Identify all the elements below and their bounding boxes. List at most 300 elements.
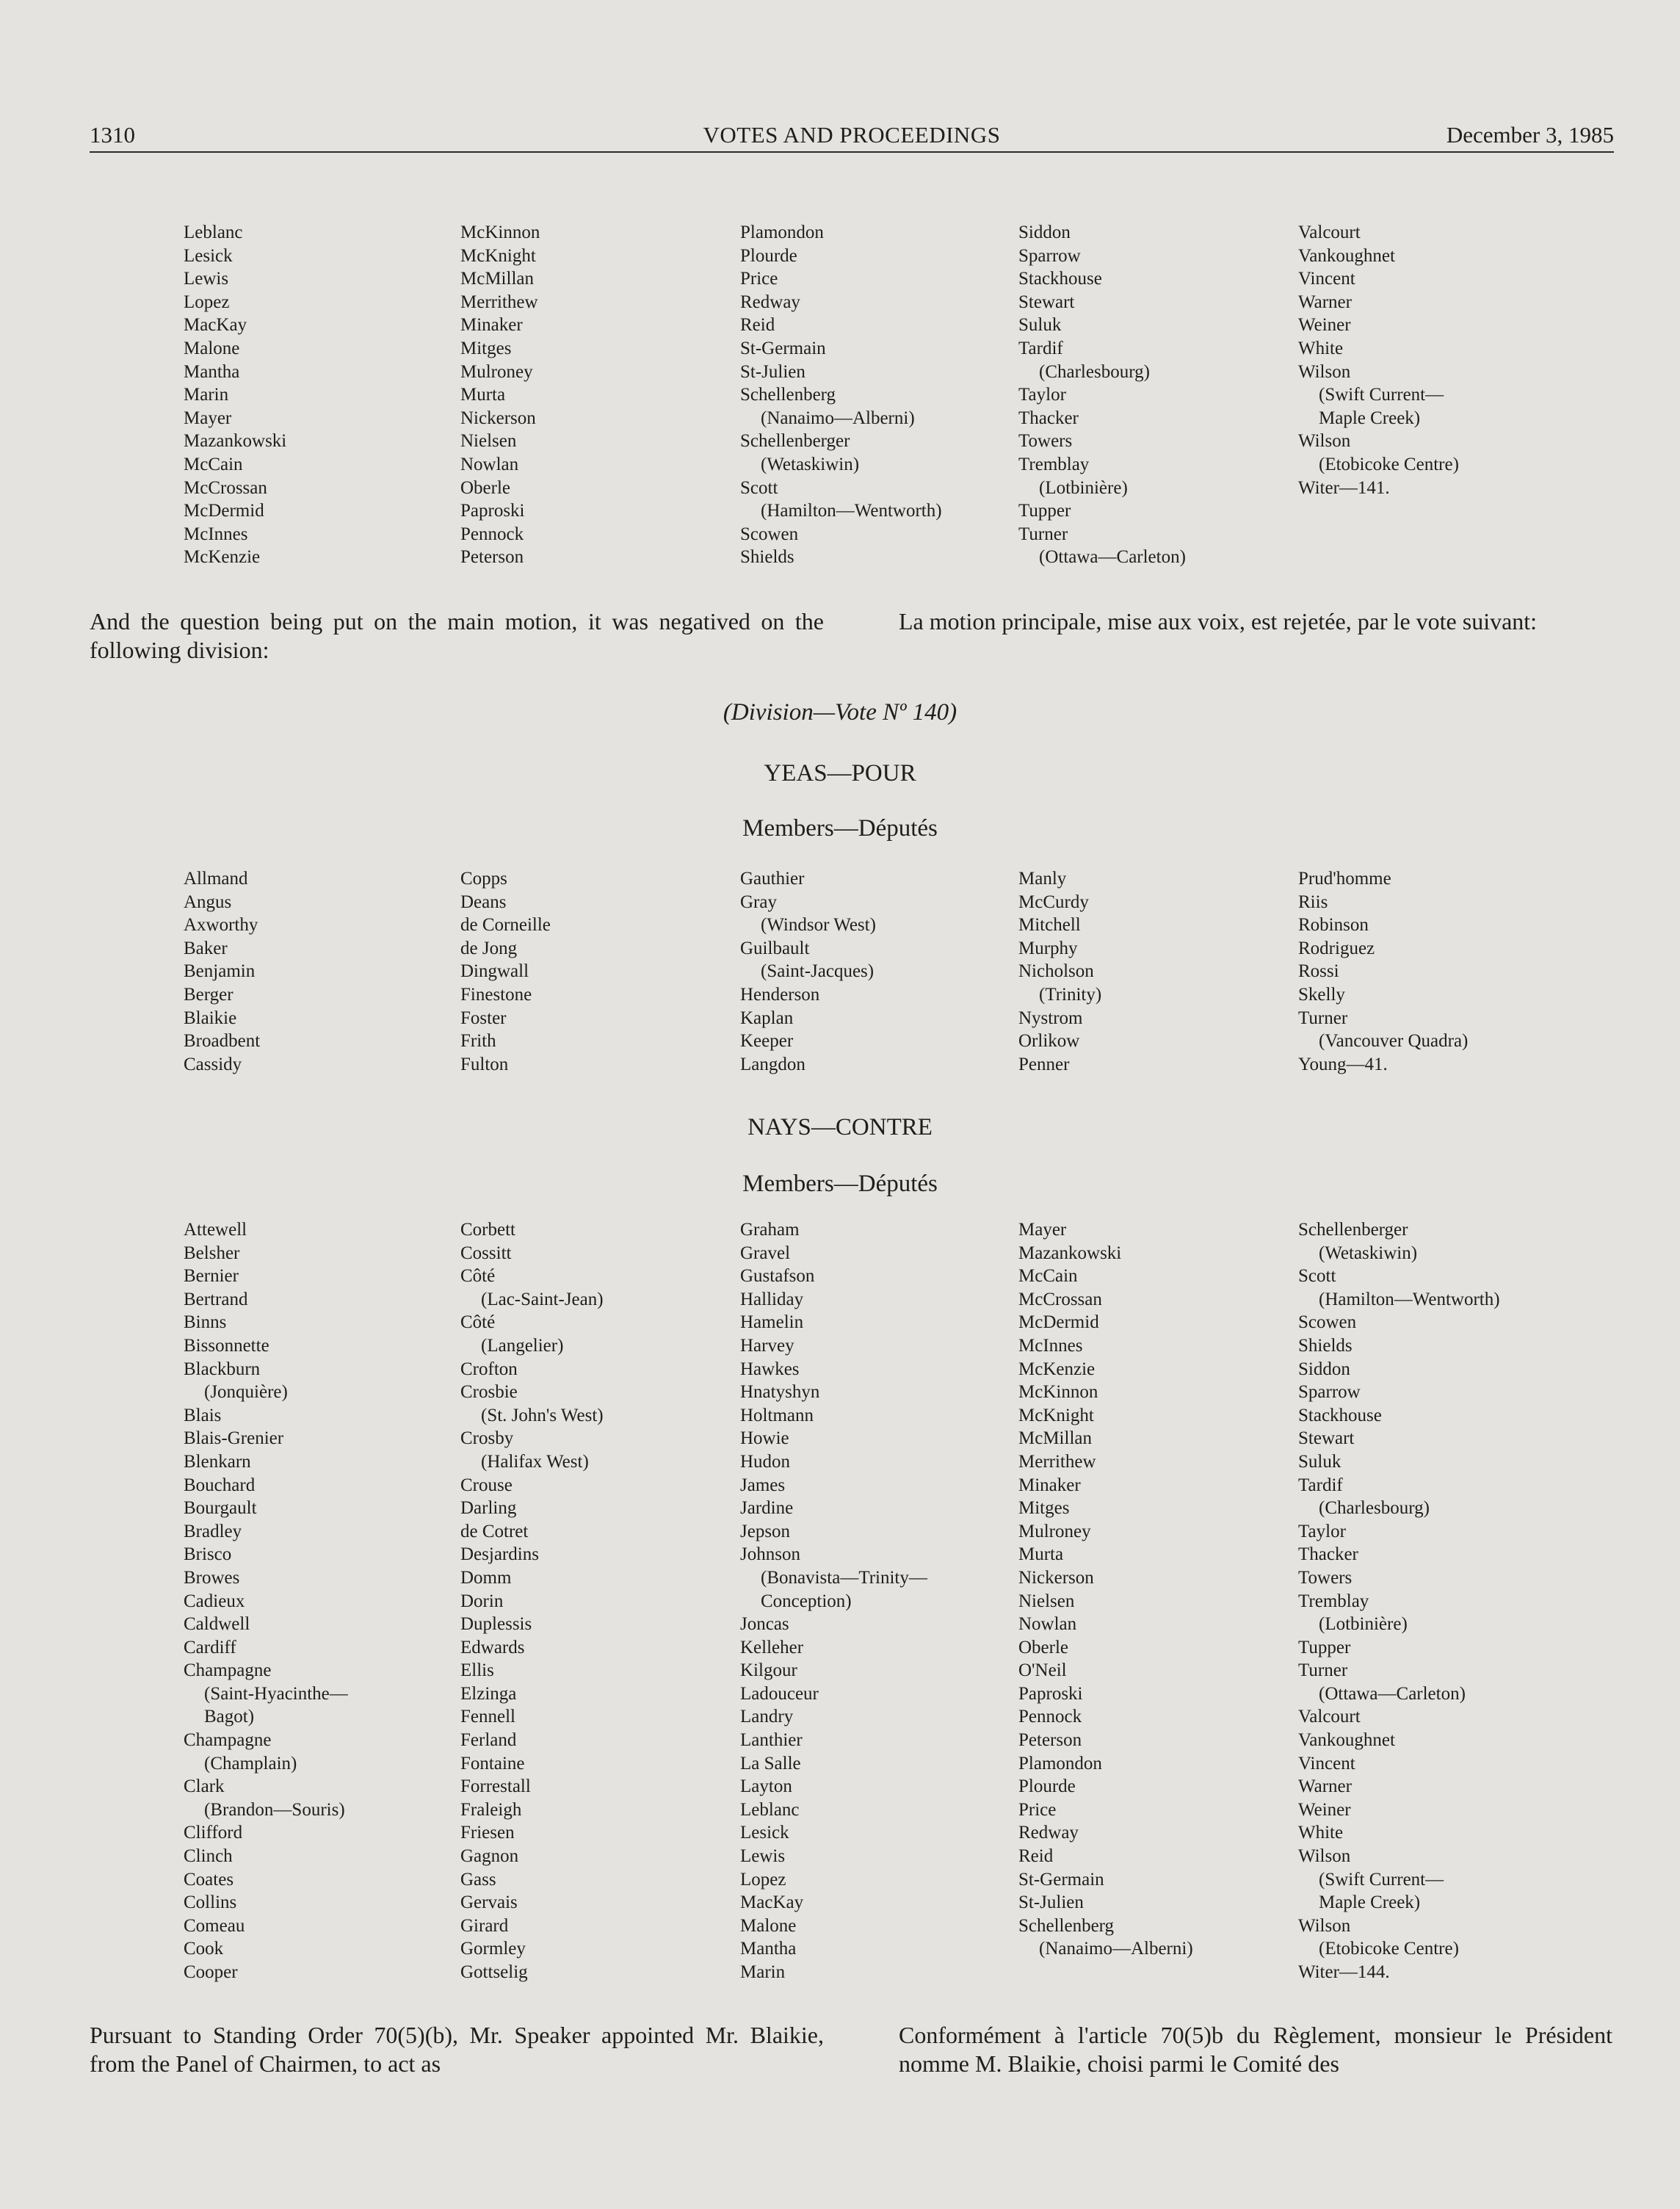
member-name: Mayer xyxy=(1018,1220,1067,1240)
member-name: Warner xyxy=(1298,292,1352,312)
member-name: Tupper xyxy=(1298,1637,1351,1657)
member-name: Fraleigh xyxy=(460,1799,522,1820)
member-name: Schellenberger xyxy=(740,431,850,452)
member-name: Clinch xyxy=(184,1846,233,1867)
member-name: (Lotbinière) xyxy=(1039,477,1128,498)
top-column-2 xyxy=(460,221,540,569)
member-name: Turner xyxy=(1018,524,1068,544)
member-name: Scott xyxy=(740,477,778,498)
member-name: Scott xyxy=(1298,1266,1336,1287)
member-name: Gagnon xyxy=(460,1846,519,1867)
member-name: Bouchard xyxy=(184,1475,256,1495)
member-name: Mitges xyxy=(460,338,512,358)
member-name: Crofton xyxy=(460,1359,518,1379)
member-name: Gormley xyxy=(460,1939,526,1959)
member-name: McCain xyxy=(1018,1266,1078,1287)
member-name: Cassidy xyxy=(184,1054,242,1074)
member-name: Witer—144. xyxy=(1298,1962,1390,1982)
member-name: Angus xyxy=(184,892,232,912)
member-name: Kilgour xyxy=(740,1660,797,1681)
member-name: Nickerson xyxy=(1018,1567,1094,1588)
member-name: (Wetaskiwin) xyxy=(761,454,860,474)
member-name: La Salle xyxy=(740,1753,801,1774)
member-name: (Saint-Jacques) xyxy=(761,961,875,982)
member-name: McKenzie xyxy=(1018,1359,1096,1379)
member-name: Stewart xyxy=(1298,1428,1355,1449)
member-name: Cadieux xyxy=(184,1591,245,1611)
member-name: Guilbault xyxy=(740,938,810,958)
member-name: Taylor xyxy=(1298,1521,1346,1541)
member-name: Belsher xyxy=(184,1243,240,1263)
member-name: Allmand xyxy=(184,869,248,889)
member-name: Tremblay xyxy=(1018,454,1090,474)
member-name: Blackburn xyxy=(184,1359,261,1379)
member-name: Gauthier xyxy=(740,869,805,889)
member-name: Mantha xyxy=(740,1939,797,1959)
member-name: (St. John's West) xyxy=(481,1405,604,1425)
member-name: Towers xyxy=(1018,431,1073,452)
member-name: Siddon xyxy=(1018,223,1071,242)
main-motion-text-en: And the question being put on the main motion, it was negatived on the following division: xyxy=(90,608,824,663)
member-name: Towers xyxy=(1298,1567,1353,1588)
yeas-column-4 xyxy=(1018,867,1101,1076)
member-name: McDermid xyxy=(184,501,264,521)
member-name: Kelleher xyxy=(740,1637,804,1657)
member-name: Hamelin xyxy=(740,1312,804,1333)
member-name: (Nanaimo—Alberni) xyxy=(1039,1939,1193,1959)
member-name: Plourde xyxy=(740,245,797,266)
member-name: Suluk xyxy=(1298,1451,1342,1472)
member-name: MacKay xyxy=(740,1892,804,1913)
member-name: Schellenberger xyxy=(1298,1220,1408,1240)
member-name: Mayer xyxy=(184,408,232,428)
member-name: (Halifax West) xyxy=(481,1451,589,1472)
member-name: (Hamilton—Wentworth) xyxy=(1319,1289,1500,1309)
member-name: Nickerson xyxy=(460,408,536,428)
nays-members-heading: Members—Députés xyxy=(742,1171,938,1197)
member-name: (Swift Current— xyxy=(1319,1869,1444,1890)
member-name: Witer—141. xyxy=(1298,477,1390,498)
member-name: Joncas xyxy=(740,1614,789,1635)
yeas-members-heading: Members—Députés xyxy=(742,815,938,842)
member-name: Halliday xyxy=(740,1289,804,1309)
member-name: Reid xyxy=(740,315,775,336)
top-column-4 xyxy=(1018,221,1186,569)
member-name: Mulroney xyxy=(1018,1521,1091,1541)
member-name: Warner xyxy=(1298,1776,1352,1797)
member-name: (Etobicoke Centre) xyxy=(1319,1939,1459,1959)
member-name: de Cotret xyxy=(460,1521,529,1541)
member-name: McKinnon xyxy=(1018,1382,1098,1403)
member-name: Comeau xyxy=(184,1915,245,1936)
member-name: O'Neil xyxy=(1018,1660,1067,1681)
member-name: James xyxy=(740,1475,786,1495)
member-name: (Ottawa—Carleton) xyxy=(1039,547,1186,568)
member-name: Wilson xyxy=(1298,1846,1351,1867)
member-name: Deans xyxy=(460,892,507,912)
member-name: Redway xyxy=(1018,1823,1079,1843)
member-name: Nicholson xyxy=(1018,961,1094,982)
member-name: Caldwell xyxy=(184,1614,250,1635)
member-name: Fontaine xyxy=(460,1753,525,1774)
member-name: Fulton xyxy=(460,1054,509,1074)
member-name: Corbett xyxy=(460,1220,515,1240)
member-name: Young—41. xyxy=(1298,1054,1388,1074)
member-name: Weiner xyxy=(1298,315,1351,336)
member-name: Plamondon xyxy=(1018,1753,1102,1774)
member-name: Price xyxy=(1018,1799,1057,1820)
member-name: Duplessis xyxy=(460,1614,532,1635)
yeas-column-5 xyxy=(1298,867,1468,1076)
member-name: Reid xyxy=(1018,1846,1054,1867)
member-name: Paproski xyxy=(1018,1683,1083,1704)
member-name: McCurdy xyxy=(1018,892,1089,912)
nays-column-3 xyxy=(740,1218,927,1984)
member-name: (Saint-Hyacinthe— xyxy=(204,1683,348,1704)
member-name: Mulroney xyxy=(460,361,533,382)
member-name: Frith xyxy=(460,1031,496,1052)
member-name: St-Germain xyxy=(740,338,826,358)
member-name: Marin xyxy=(184,385,229,405)
member-name: McDermid xyxy=(1018,1312,1099,1333)
member-name: Keeper xyxy=(740,1031,794,1052)
member-name: Blenkarn xyxy=(184,1451,251,1472)
member-name: (Vancouver Quadra) xyxy=(1319,1031,1469,1052)
member-name: McKenzie xyxy=(184,547,261,568)
member-name: Kaplan xyxy=(740,1008,794,1028)
member-name: Johnson xyxy=(740,1544,800,1565)
member-name: (Wetaskiwin) xyxy=(1319,1243,1418,1263)
member-name: Murta xyxy=(1018,1544,1064,1565)
member-name: Wilson xyxy=(1298,1915,1351,1936)
member-name: (Windsor West) xyxy=(761,915,876,936)
member-name: Attewell xyxy=(184,1220,247,1240)
member-name: Valcourt xyxy=(1298,223,1361,242)
member-name: Sparrow xyxy=(1298,1382,1361,1403)
running-title: VOTES AND PROCEEDINGS xyxy=(703,122,1001,148)
member-name: Côté xyxy=(460,1266,496,1287)
member-name: Tardif xyxy=(1298,1475,1343,1495)
member-name: Mazankowski xyxy=(184,431,287,452)
member-name: Robinson xyxy=(1298,915,1369,936)
member-name: Oberle xyxy=(460,477,511,498)
member-name: Broadbent xyxy=(184,1031,261,1052)
member-name: Lewis xyxy=(184,269,229,289)
member-name: Lewis xyxy=(740,1846,786,1867)
member-name: Stewart xyxy=(1018,292,1075,312)
member-name: Bourgault xyxy=(184,1498,257,1519)
member-name: Lanthier xyxy=(740,1730,803,1751)
member-name: Gravel xyxy=(740,1243,791,1263)
member-name: Nowlan xyxy=(1018,1614,1077,1635)
member-name: Shields xyxy=(1298,1335,1353,1356)
member-name: Ferland xyxy=(460,1730,517,1751)
member-name: McKnight xyxy=(1018,1405,1094,1425)
member-name: Nielsen xyxy=(1018,1591,1075,1611)
member-name: Hudon xyxy=(740,1451,791,1472)
nays-column-1 xyxy=(184,1218,348,1984)
member-name: (Langelier) xyxy=(481,1335,564,1356)
member-name: (Nanaimo—Alberni) xyxy=(761,408,915,428)
member-name: (Bonavista—Trinity— xyxy=(761,1567,927,1588)
member-name: (Ottawa—Carleton) xyxy=(1319,1683,1466,1704)
member-name: McKnight xyxy=(460,245,536,266)
member-name: White xyxy=(1298,1823,1344,1843)
member-name: Tupper xyxy=(1018,501,1071,521)
member-name: Minaker xyxy=(460,315,523,336)
header-date: December 3, 1985 xyxy=(1446,122,1614,148)
member-name: Thacker xyxy=(1298,1544,1358,1565)
member-name: Forrestall xyxy=(460,1776,531,1797)
member-name: Vankoughnet xyxy=(1298,245,1395,266)
member-name: Turner xyxy=(1298,1008,1348,1028)
member-name: McCain xyxy=(184,454,243,474)
member-name: Prud'homme xyxy=(1298,869,1391,889)
member-name: McCrossan xyxy=(1018,1289,1102,1309)
member-name: Lesick xyxy=(740,1823,789,1843)
member-name: Cooper xyxy=(184,1962,238,1982)
member-name: Domm xyxy=(460,1567,512,1588)
member-name: Weiner xyxy=(1298,1799,1351,1820)
member-name: Minaker xyxy=(1018,1475,1081,1495)
nays-heading: NAYS—CONTRE xyxy=(747,1114,933,1140)
member-name: Orlikow xyxy=(1018,1031,1080,1052)
member-name: Edwards xyxy=(460,1637,525,1657)
member-name: de Corneille xyxy=(460,915,551,936)
member-name: Champagne xyxy=(184,1660,272,1681)
member-name: Baker xyxy=(184,938,228,958)
member-name: Gray xyxy=(740,892,777,912)
member-name: (Hamilton—Wentworth) xyxy=(761,501,942,521)
member-name: Clifford xyxy=(184,1823,243,1843)
member-name: Lopez xyxy=(740,1869,786,1890)
member-name: Ladouceur xyxy=(740,1683,819,1704)
member-name: Crosbie xyxy=(460,1382,518,1403)
member-name: Scowen xyxy=(1298,1312,1357,1333)
member-name: Clark xyxy=(184,1776,225,1797)
member-name: (Charlesbourg) xyxy=(1039,361,1150,382)
member-name: Conception) xyxy=(761,1591,852,1611)
member-name: de Jong xyxy=(460,938,518,958)
member-name: Holtmann xyxy=(740,1405,814,1425)
member-name: Price xyxy=(740,269,778,289)
yeas-column-1 xyxy=(184,867,260,1076)
member-name: Peterson xyxy=(460,547,524,568)
member-name: Bagot) xyxy=(204,1707,255,1727)
member-name: Berger xyxy=(184,984,233,1005)
member-name: Henderson xyxy=(740,984,820,1005)
member-name: Gottselig xyxy=(460,1962,528,1982)
member-name: Thacker xyxy=(1018,408,1079,428)
member-name: Scowen xyxy=(740,524,799,544)
member-name: (Swift Current— xyxy=(1319,385,1444,405)
standing-order-text-fr: Conformément à l'article 70(5)b du Règlement, monsieur le Président nomme M. Blaikie, choisi parmi le Comité des xyxy=(899,2022,1612,2077)
member-name: Schellenberg xyxy=(1018,1915,1115,1936)
member-name: Murta xyxy=(460,385,506,405)
member-name: Cardiff xyxy=(184,1637,236,1657)
member-name: McKinnon xyxy=(460,223,540,242)
member-name: Paproski xyxy=(460,501,525,521)
member-name: Plourde xyxy=(1018,1776,1076,1797)
member-name: Nowlan xyxy=(460,454,519,474)
member-name: Shields xyxy=(740,547,794,568)
member-name: Leblanc xyxy=(740,1799,800,1820)
nays-column-5 xyxy=(1298,1218,1500,1984)
member-name: Pennock xyxy=(1018,1707,1082,1727)
page-header xyxy=(90,119,1614,153)
member-name: (Champlain) xyxy=(204,1753,297,1774)
member-name: Fennell xyxy=(460,1707,515,1727)
member-name: Langdon xyxy=(740,1054,805,1074)
member-name: Tremblay xyxy=(1298,1591,1369,1611)
member-name: Layton xyxy=(740,1776,792,1797)
member-name: Siddon xyxy=(1298,1359,1350,1379)
member-name: (Jonquière) xyxy=(204,1382,288,1403)
member-name: Skelly xyxy=(1298,984,1345,1005)
member-name: Bernier xyxy=(184,1266,239,1287)
member-name: Mitges xyxy=(1018,1498,1070,1519)
member-name: McMillan xyxy=(460,269,534,289)
member-name: Ellis xyxy=(460,1660,494,1681)
member-name: Riis xyxy=(1298,892,1328,912)
member-name: Blaikie xyxy=(184,1008,237,1028)
member-name: MacKay xyxy=(184,315,247,336)
standing-order-text-en: Pursuant to Standing Order 70(5)(b), Mr. Speaker appointed Mr. Blaikie, from the Panel of Chairmen, to act as xyxy=(90,2022,824,2077)
member-name: Cossitt xyxy=(460,1243,512,1263)
member-name: Benjamin xyxy=(184,961,256,982)
member-name: Tardif xyxy=(1018,338,1063,358)
member-name: Landry xyxy=(740,1707,794,1727)
member-name: Suluk xyxy=(1018,315,1062,336)
member-name: Côté xyxy=(460,1312,496,1333)
member-name: Graham xyxy=(740,1220,800,1240)
member-name: Malone xyxy=(184,338,240,358)
member-name: Plamondon xyxy=(740,223,824,242)
member-name: (Trinity) xyxy=(1039,984,1102,1005)
member-name: Mazankowski xyxy=(1018,1243,1122,1263)
member-name: Pennock xyxy=(460,524,524,544)
member-name: Mantha xyxy=(184,361,240,382)
member-name: (Charlesbourg) xyxy=(1319,1498,1430,1519)
member-name: Crouse xyxy=(460,1475,513,1495)
member-name: Bradley xyxy=(184,1521,242,1541)
member-name: Dingwall xyxy=(460,961,529,982)
member-name: Penner xyxy=(1018,1054,1070,1074)
yeas-column-2 xyxy=(460,867,551,1076)
member-name: Vincent xyxy=(1298,269,1355,289)
member-name: Merrithew xyxy=(1018,1451,1096,1472)
member-name: Browes xyxy=(184,1567,240,1588)
member-name: Stackhouse xyxy=(1018,269,1102,289)
member-name: Blais-Grenier xyxy=(184,1428,284,1449)
member-name: Oberle xyxy=(1018,1637,1069,1657)
member-name: Turner xyxy=(1298,1660,1348,1681)
division-label: (Division—Vote Nº 140) xyxy=(723,699,957,726)
member-name: McInnes xyxy=(184,524,248,544)
member-name: Sparrow xyxy=(1018,245,1081,266)
member-name: Finestone xyxy=(460,984,532,1005)
member-name: Axworthy xyxy=(184,915,258,936)
member-name: Peterson xyxy=(1018,1730,1082,1751)
page-number: 1310 xyxy=(90,122,135,148)
member-name: Howie xyxy=(740,1428,789,1449)
member-name: Desjardins xyxy=(460,1544,539,1565)
member-name: Coates xyxy=(184,1869,234,1890)
nays-column-4 xyxy=(1018,1218,1193,1961)
member-name: McMillan xyxy=(1018,1428,1092,1449)
member-name: Gervais xyxy=(460,1892,518,1913)
member-name: Binns xyxy=(184,1312,227,1333)
member-name: Foster xyxy=(460,1008,507,1028)
member-name: Dorin xyxy=(460,1591,504,1611)
top-column-3 xyxy=(740,221,942,569)
member-name: Gustafson xyxy=(740,1266,815,1287)
member-name: Gass xyxy=(460,1869,496,1890)
member-name: Copps xyxy=(460,869,507,889)
member-name: St-Julien xyxy=(740,361,805,382)
member-name: Taylor xyxy=(1018,385,1066,405)
member-name: Harvey xyxy=(740,1335,794,1356)
nays-column-2 xyxy=(460,1218,604,1984)
yeas-column-3 xyxy=(740,867,876,1076)
member-name: Collins xyxy=(184,1892,237,1913)
member-name: Stackhouse xyxy=(1298,1405,1382,1425)
member-name: Jardine xyxy=(740,1498,794,1519)
member-name: St-Germain xyxy=(1018,1869,1104,1890)
member-name: Manly xyxy=(1018,869,1067,889)
member-name: Rossi xyxy=(1298,961,1339,982)
member-name: Friesen xyxy=(460,1823,515,1843)
member-name: Blais xyxy=(184,1405,222,1425)
member-name: McInnes xyxy=(1018,1335,1083,1356)
member-name: Cook xyxy=(184,1939,224,1959)
member-name: Lopez xyxy=(184,292,230,312)
member-name: Maple Creek) xyxy=(1319,1892,1421,1913)
member-name: (Etobicoke Centre) xyxy=(1319,454,1459,474)
member-name: Rodriguez xyxy=(1298,938,1375,958)
member-name: Murphy xyxy=(1018,938,1078,958)
member-name: Bertrand xyxy=(184,1289,248,1309)
member-name: Darling xyxy=(460,1498,517,1519)
member-name: White xyxy=(1298,338,1344,358)
member-name: Champagne xyxy=(184,1730,272,1751)
member-name: Bissonnette xyxy=(184,1335,269,1356)
member-name: Hnatyshyn xyxy=(740,1382,820,1403)
main-motion-text-fr: La motion principale, mise aux voix, est rejetée, par le vote suivant: xyxy=(899,608,1538,634)
member-name: Hawkes xyxy=(740,1359,800,1379)
member-name: (Lotbinière) xyxy=(1319,1614,1408,1635)
member-name: Maple Creek) xyxy=(1319,408,1421,428)
member-name: Mitchell xyxy=(1018,915,1081,936)
member-name: Girard xyxy=(460,1915,509,1936)
member-name: Vincent xyxy=(1298,1753,1355,1774)
member-name: Nystrom xyxy=(1018,1008,1083,1028)
member-name: (Lac-Saint-Jean) xyxy=(481,1289,604,1309)
member-name: Marin xyxy=(740,1962,786,1982)
member-name: (Brandon—Souris) xyxy=(204,1799,345,1820)
member-name: Brisco xyxy=(184,1544,232,1565)
member-name: Lesick xyxy=(184,245,233,266)
top-column-5 xyxy=(1298,221,1459,499)
member-name: Schellenberg xyxy=(740,385,836,405)
yeas-heading: YEAS—POUR xyxy=(764,760,916,787)
member-name: Merrithew xyxy=(460,292,538,312)
member-name: Leblanc xyxy=(184,223,243,242)
member-name: Vankoughnet xyxy=(1298,1730,1395,1751)
member-name: St-Julien xyxy=(1018,1892,1084,1913)
member-name: Valcourt xyxy=(1298,1707,1361,1727)
top-column-1 xyxy=(184,221,286,569)
